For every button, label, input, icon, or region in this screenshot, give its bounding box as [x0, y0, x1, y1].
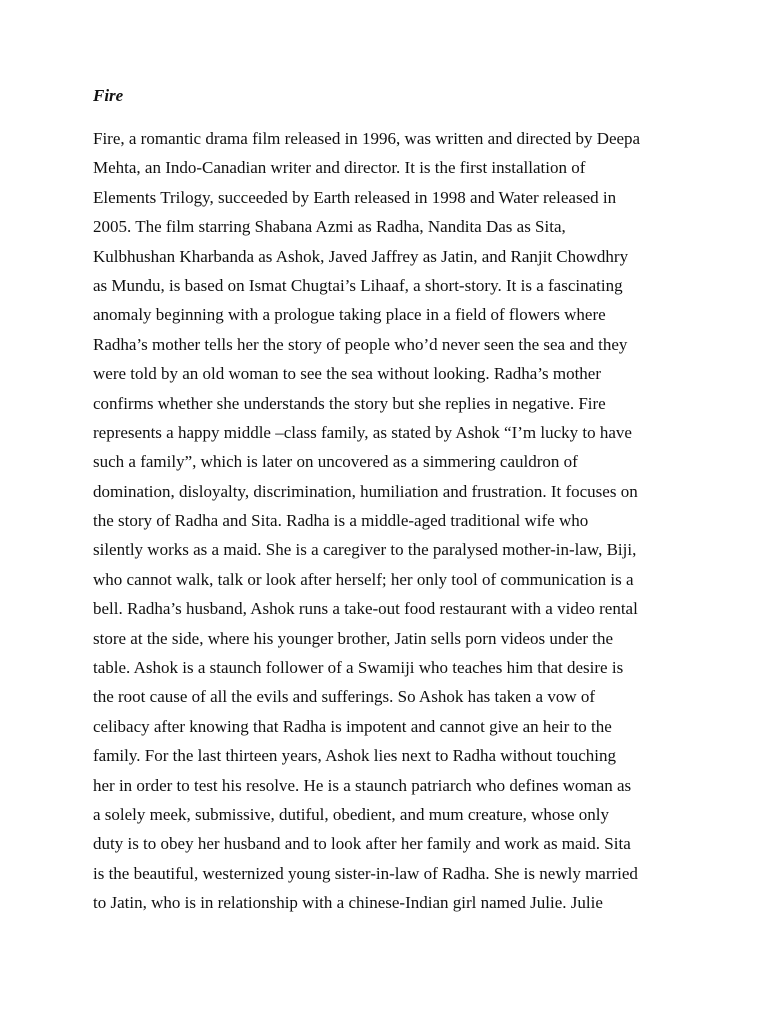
body-line: the root cause of all the evils and sufferings. So Ashok has taken a vow of: [93, 687, 596, 707]
body-line: celibacy after knowing that Radha is impotent and cannot give an heir to the: [93, 716, 612, 736]
body-line: a solely meek, submissive, dutiful, obedient, and mum creature, whose only: [93, 804, 610, 824]
body-line: family. For the last thirteen years, Ashok lies next to Radha without touching: [93, 746, 616, 766]
body-line: were told by an old woman to see the sea without looking. Radha’s mother: [93, 364, 602, 384]
body-line: bell. Radha’s husband, Ashok runs a take-out food restaurant with a video rental: [93, 599, 638, 619]
body-line: 2005. The film starring Shabana Azmi as Radha, Nandita Das as Sita,: [93, 217, 566, 237]
body-line: store at the side, where his younger brother, Jatin sells porn videos under the: [93, 628, 614, 648]
body-line: as Mundu, is based on Ismat Chugtai’s Lihaaf, a short-story. It is a fascinating: [93, 275, 623, 295]
body-line: Mehta, an Indo-Canadian writer and director. It is the first installation of: [93, 158, 586, 178]
body-line: anomaly beginning with a prologue taking place in a field of flowers where: [93, 305, 606, 325]
body-line: domination, disloyalty, discrimination, humiliation and frustration. It focuses on: [93, 481, 638, 501]
body-line: Radha’s mother tells her the story of people who’d never seen the sea and they: [93, 334, 628, 354]
document-body: [93, 124, 693, 918]
body-line: duty is to obey her husband and to look after her family and work as maid. Sita: [93, 834, 631, 854]
body-line: who cannot walk, talk or look after herself; her only tool of communication is a: [93, 569, 634, 589]
body-line: her in order to test his resolve. He is a staunch patriarch who defines woman as: [93, 775, 632, 795]
body-line: confirms whether she understands the story but she replies in negative. Fire: [93, 393, 606, 413]
body-line: is the beautiful, westernized young sister-in-law of Radha. She is newly married: [93, 863, 638, 883]
body-line: silently works as a maid. She is a caregiver to the paralysed mother-in-law, Biji,: [93, 540, 637, 560]
body-line: the story of Radha and Sita. Radha is a middle-aged traditional wife who: [93, 511, 589, 531]
body-line: such a family”, which is later on uncovered as a simmering cauldron of: [93, 452, 578, 472]
body-line: to Jatin, who is in relationship with a chinese-Indian girl named Julie. Julie: [93, 893, 603, 913]
body-line: Elements Trilogy, succeeded by Earth released in 1998 and Water released in: [93, 187, 617, 207]
body-line: Fire, a romantic drama film released in 1996, was written and directed by Deepa: [93, 129, 641, 148]
document-title: Fire: [93, 86, 124, 105]
body-line: table. Ashok is a staunch follower of a Swamiji who teaches him that desire is: [93, 658, 624, 678]
body-line: Kulbhushan Kharbanda as Ashok, Javed Jaffrey as Jatin, and Ranjit Chowdhry: [93, 246, 629, 266]
body-line: represents a happy middle –class family, as stated by Ashok “I’m lucky to have: [93, 422, 632, 442]
